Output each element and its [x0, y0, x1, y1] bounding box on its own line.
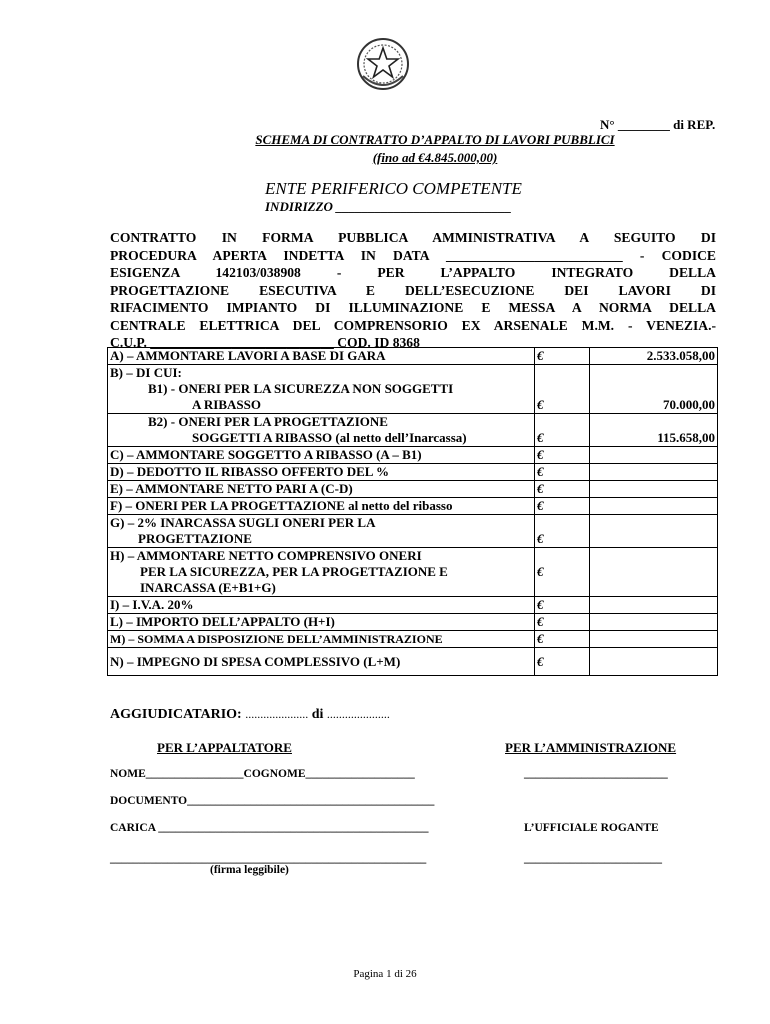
table-row	[108, 614, 718, 631]
row-label: E) – AMMONTARE NETTO PARI A (C-D)	[108, 481, 535, 498]
table-row	[108, 548, 718, 597]
cost-table	[107, 347, 718, 676]
amount-cell: 115.658,00	[590, 414, 718, 447]
aggiudicatario-line	[110, 707, 390, 723]
currency-cell: €	[535, 498, 590, 515]
currency-cell: €	[535, 597, 590, 614]
table-row	[108, 648, 718, 676]
row-label: L) – IMPORTO DELL’APPALTO (H+I)	[108, 614, 535, 631]
currency-cell: €	[535, 481, 590, 498]
amount-cell	[590, 481, 718, 498]
intro-line: C.U.P. ___________________________ COD. ID 8368	[110, 335, 420, 350]
table-row	[108, 464, 718, 481]
currency-cell: €	[535, 548, 590, 597]
amount-cell	[590, 548, 718, 597]
intro-line: PROCEDURA APERTA INDETTA IN DATA __________________________ - CODICE	[110, 247, 716, 263]
amount-cell	[590, 597, 718, 614]
row-label: D) – DEDOTTO IL RIBASSO OFFERTO DEL %	[108, 464, 535, 481]
row-label-line: A RIBASSO	[192, 397, 261, 412]
table-row	[108, 631, 718, 648]
intro-line: CONTRATTO IN FORMA PUBBLICA AMMINISTRATIVA A SEGUITO DI	[110, 230, 716, 245]
table-row	[108, 365, 718, 414]
row-label-line: INARCASSA (E+B1+G)	[140, 580, 276, 595]
row-label	[108, 548, 535, 597]
currency-cell: €	[535, 348, 590, 365]
currency-cell: €	[535, 614, 590, 631]
row-label-line: B2) - ONERI PER LA PROGETTAZIONE	[148, 414, 388, 429]
row-label	[108, 414, 535, 447]
row-label-line: G) – 2% INARCASSA SUGLI ONERI PER LA	[110, 515, 376, 530]
row-label	[108, 515, 535, 548]
per-appaltatore-heading: PER L’APPALTATORE	[157, 740, 292, 755]
row-label-line: PER LA SICUREZZA, PER LA PROGETTAZIONE E	[140, 564, 448, 579]
row-label-line: B1) - ONERI PER LA SICUREZZA NON SOGGETTI	[148, 381, 454, 396]
row-label: A) – AMMONTARE LAVORI A BASE DI GARA	[108, 348, 535, 365]
currency-cell: €	[535, 414, 590, 447]
amount-cell	[590, 515, 718, 548]
nome-cognome-field: NOME_________________COGNOME___________________	[110, 768, 415, 780]
italian-republic-emblem-icon	[355, 36, 411, 92]
intro-line: CENTRALE ELETTRICA DEL COMPRENSORIO EX ARSENALE M.M. - VENEZIA.-	[110, 317, 716, 333]
row-label	[108, 365, 535, 414]
amount-cell	[590, 614, 718, 631]
intro-line: RIFACIMENTO IMPIANTO DI ILLUMINAZIONE E MESSA A NORMA DELLA	[110, 300, 716, 315]
page-number: Pagina 1 di 26	[353, 968, 417, 980]
repertorio-number: N° ________ di REP.	[600, 117, 716, 132]
row-label: I) – I.V.A. 20%	[108, 597, 535, 614]
amministrazione-signature-line: _________________________	[524, 768, 668, 780]
table-row	[108, 515, 718, 548]
row-label: M) – SOMMA A DISPOSIZIONE DELL’AMMINISTRAZIONE	[108, 631, 535, 648]
row-label-line: B) – DI CUI:	[110, 365, 182, 380]
currency-cell: €	[535, 365, 590, 414]
ufficiale-signature-line: ________________________	[524, 853, 662, 865]
ufficiale-rogante-label: L’UFFICIALE ROGANTE	[524, 822, 659, 834]
amount-cell	[590, 464, 718, 481]
aggiudicatario-place-field: .....................	[326, 707, 390, 721]
indirizzo-field: INDIRIZZO ___________________________	[265, 199, 512, 214]
amount-cell	[590, 498, 718, 515]
table-row	[108, 498, 718, 515]
firma-leggibile-note: (firma leggibile)	[210, 864, 289, 876]
currency-cell: €	[535, 631, 590, 648]
row-label: N) – IMPEGNO DI SPESA COMPLESSIVO (L+M)	[108, 648, 535, 676]
row-label: F) – ONERI PER LA PROGETTAZIONE al netto del ribasso	[108, 498, 535, 515]
amount-cell: 2.533.058,00	[590, 348, 718, 365]
document-title: SCHEMA DI CONTRATTO D’APPALTO DI LAVORI PUBBLICI	[255, 132, 615, 147]
appaltatore-signature-line: _______________________________________________________	[110, 853, 427, 865]
contract-intro-paragraph	[110, 229, 716, 352]
currency-cell: €	[535, 648, 590, 676]
table-row	[108, 414, 718, 447]
aggiudicatario-di: di	[311, 707, 324, 722]
table-row	[108, 348, 718, 365]
document-subtitle: (fino ad €4.845.000,00)	[372, 150, 498, 165]
amount-cell: 70.000,00	[590, 365, 718, 414]
amount-cell	[590, 447, 718, 464]
currency-cell: €	[535, 464, 590, 481]
currency-cell: €	[535, 515, 590, 548]
aggiudicatario-name-field: .....................	[245, 707, 309, 721]
table-row	[108, 447, 718, 464]
table-row	[108, 481, 718, 498]
row-label: C) – AMMONTARE SOGGETTO A RIBASSO (A – B1)	[108, 447, 535, 464]
carica-field: CARICA _______________________________________________	[110, 822, 429, 834]
documento-field: DOCUMENTO___________________________________________	[110, 795, 435, 807]
currency-cell: €	[535, 447, 590, 464]
intro-line: PROGETTAZIONE ESECUTIVA E DELL’ESECUZIONE DEI LAVORI DI	[110, 282, 716, 298]
per-amministrazione-heading: PER L’AMMINISTRAZIONE	[505, 740, 677, 755]
aggiudicatario-label: AGGIUDICATARIO:	[110, 707, 242, 722]
row-label-line: H) – AMMONTARE NETTO COMPRENSIVO ONERI	[110, 548, 422, 563]
ente-heading: ENTE PERIFERICO COMPETENTE	[265, 179, 522, 198]
amount-cell	[590, 648, 718, 676]
table-row	[108, 597, 718, 614]
amount-cell	[590, 631, 718, 648]
row-label-line: SOGGETTI A RIBASSO (al netto dell’Inarcassa)	[192, 430, 467, 445]
row-label-line: PROGETTAZIONE	[138, 531, 252, 546]
intro-line: ESIGENZA 142103/038908 - PER L’APPALTO INTEGRATO DELLA	[110, 265, 716, 280]
